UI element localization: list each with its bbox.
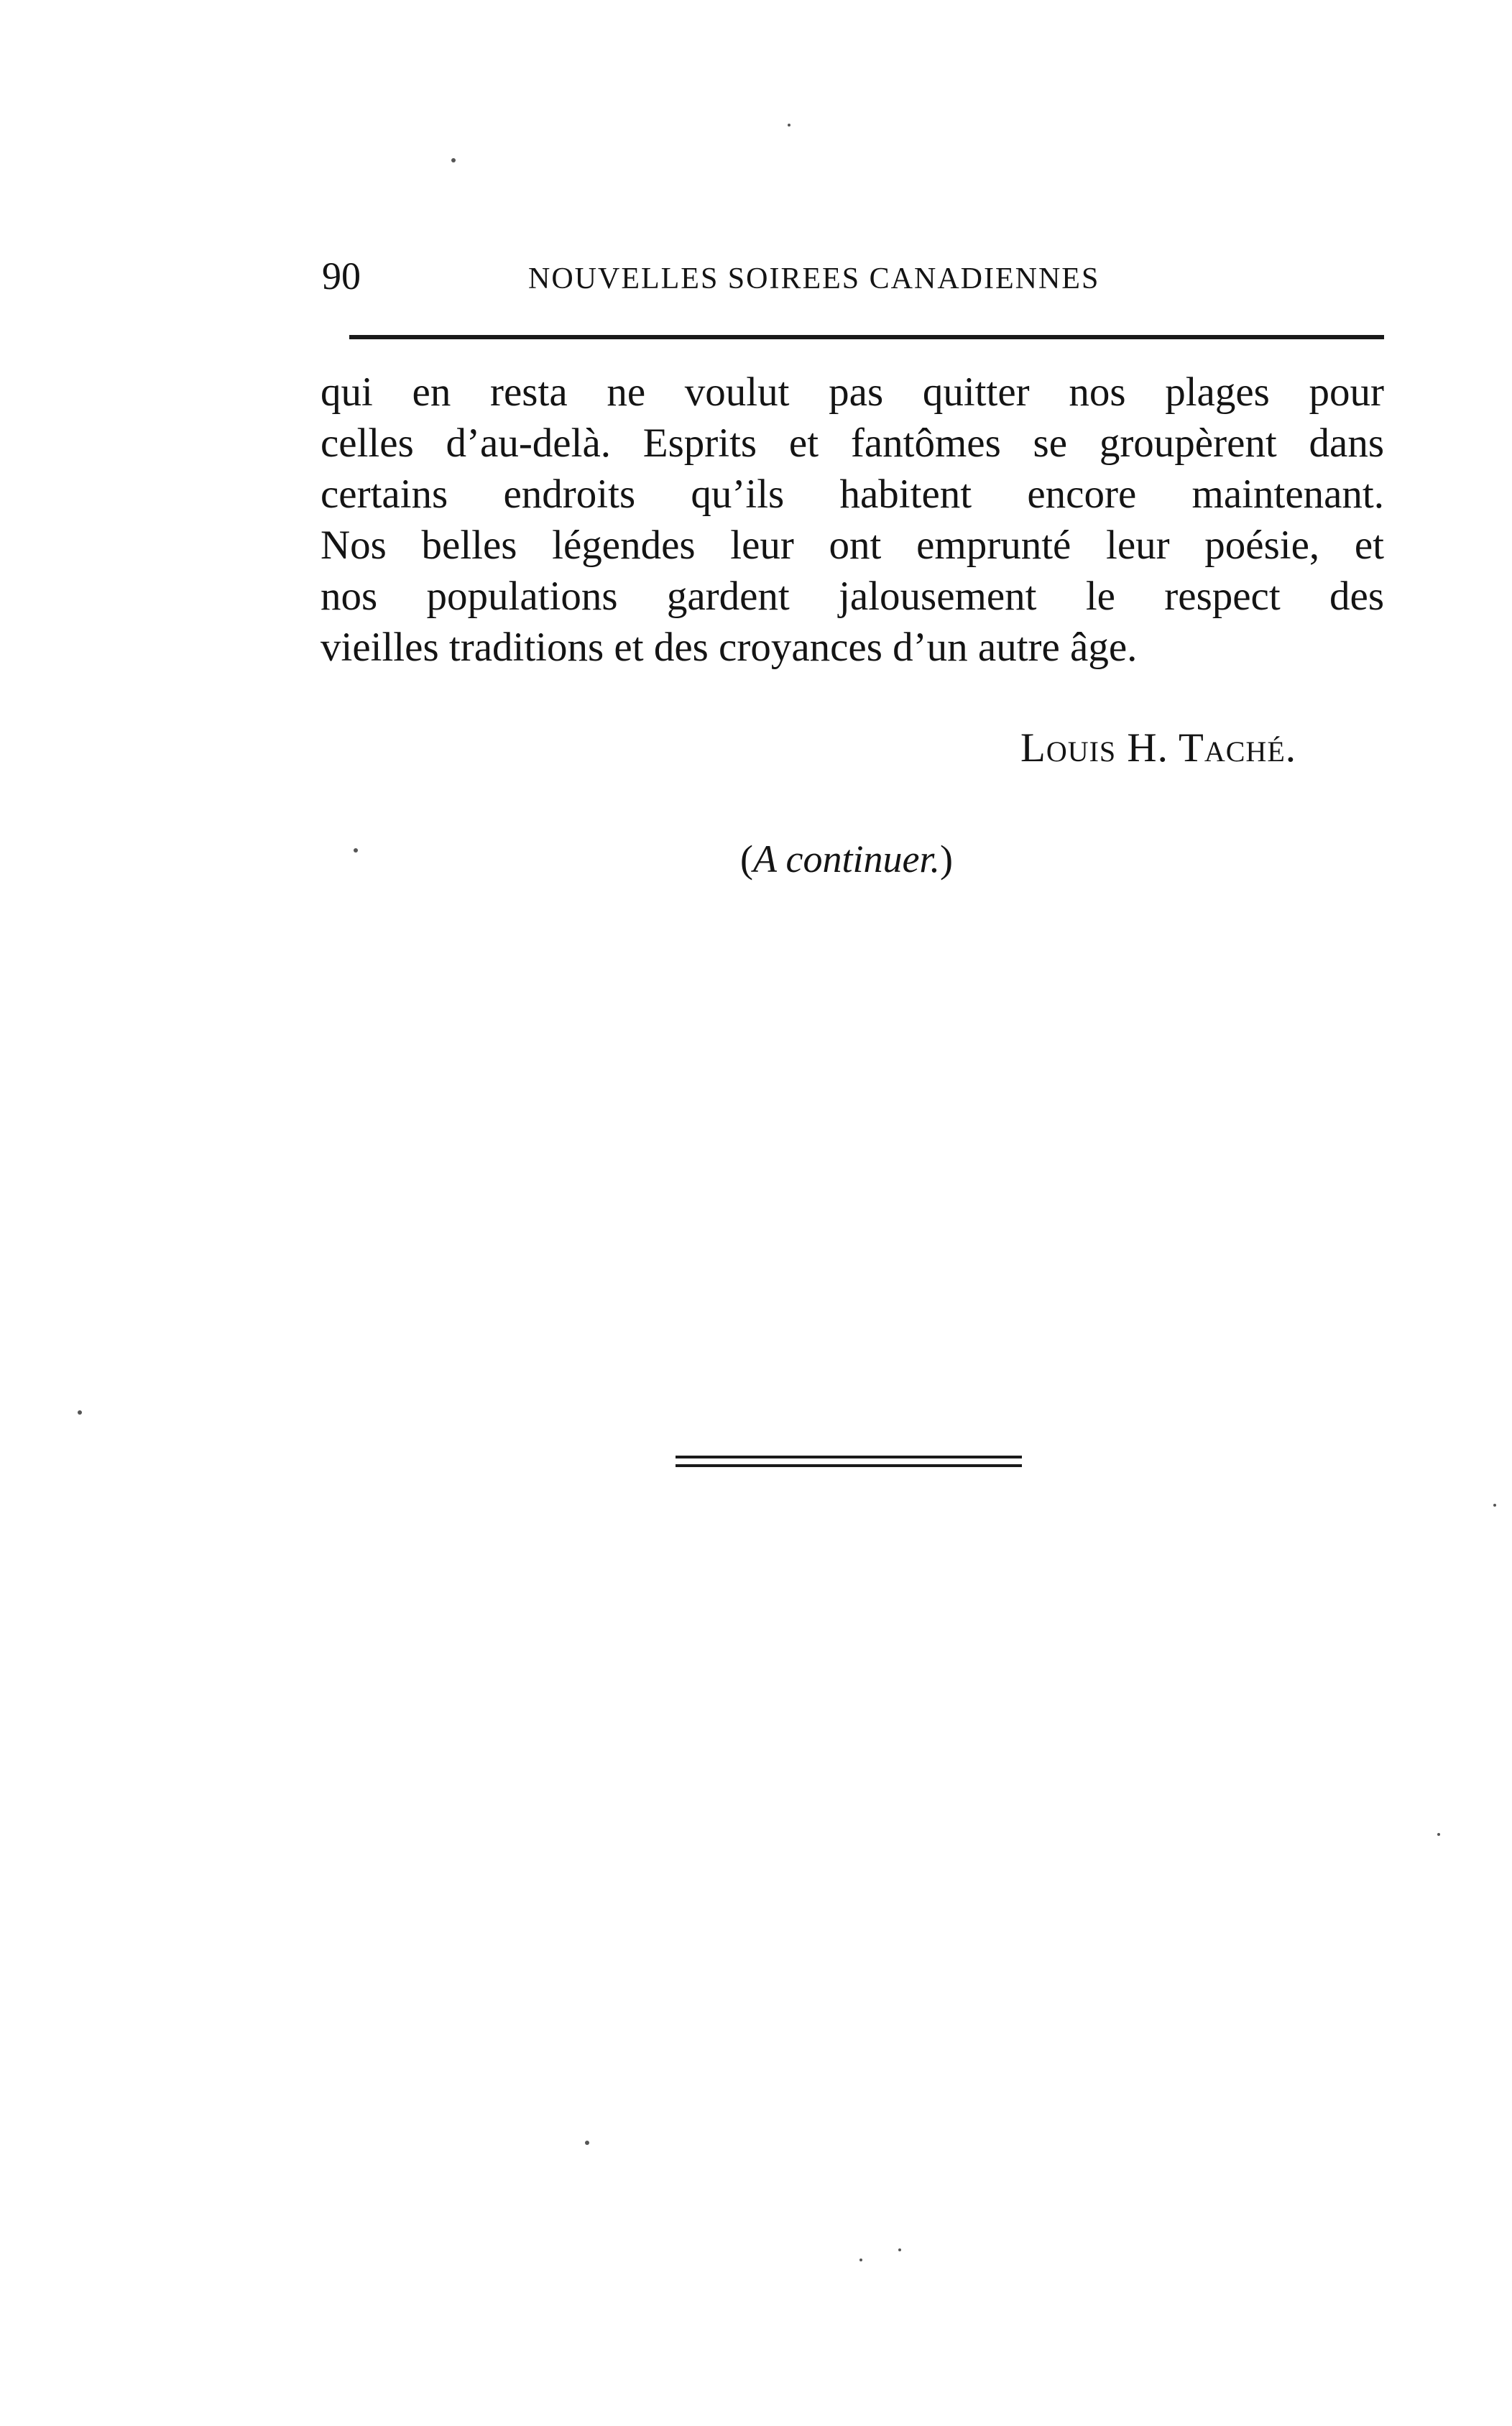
end-rule-bottom-bar bbox=[676, 1464, 1022, 1467]
body-line: vieilles traditions et des croyances d’un autre âge. bbox=[321, 625, 1138, 670]
print-speck bbox=[585, 2141, 589, 2145]
print-speck bbox=[354, 848, 358, 853]
print-speck bbox=[1493, 1504, 1496, 1507]
body-line: certains endroits qu’ils habitent encore maintenant. bbox=[321, 472, 1384, 517]
body-line: nos populations gardent jalousement le respect des bbox=[321, 574, 1384, 619]
continuation-close-paren: ) bbox=[939, 837, 953, 881]
print-speck bbox=[788, 124, 790, 127]
page-number: 90 bbox=[322, 254, 361, 298]
end-rule-top-bar bbox=[676, 1456, 1022, 1458]
header-rule bbox=[349, 335, 1384, 339]
continuation-text: A continuer. bbox=[752, 837, 940, 881]
body-line: celles d’au-delà. Esprits et fantômes se groupèrent dans bbox=[321, 421, 1384, 466]
running-title: NOUVELLES SOIREES CANADIENNES bbox=[528, 262, 1100, 295]
print-speck bbox=[898, 2248, 901, 2251]
author-signature: Louis H. Taché. bbox=[1020, 725, 1296, 771]
print-speck bbox=[451, 158, 456, 162]
body-line: Nos belles légendes leur ont emprunté leur poésie, et bbox=[321, 523, 1384, 568]
body-line: qui en resta ne voulut pas quitter nos plages pour bbox=[321, 369, 1384, 415]
continuation-open-paren: ( bbox=[740, 837, 753, 881]
body-paragraph bbox=[321, 367, 1384, 673]
print-speck bbox=[78, 1410, 82, 1415]
print-speck bbox=[859, 2259, 862, 2261]
end-double-rule bbox=[676, 1456, 1022, 1469]
print-speck bbox=[1437, 1833, 1440, 1836]
continuation-note bbox=[740, 834, 953, 884]
